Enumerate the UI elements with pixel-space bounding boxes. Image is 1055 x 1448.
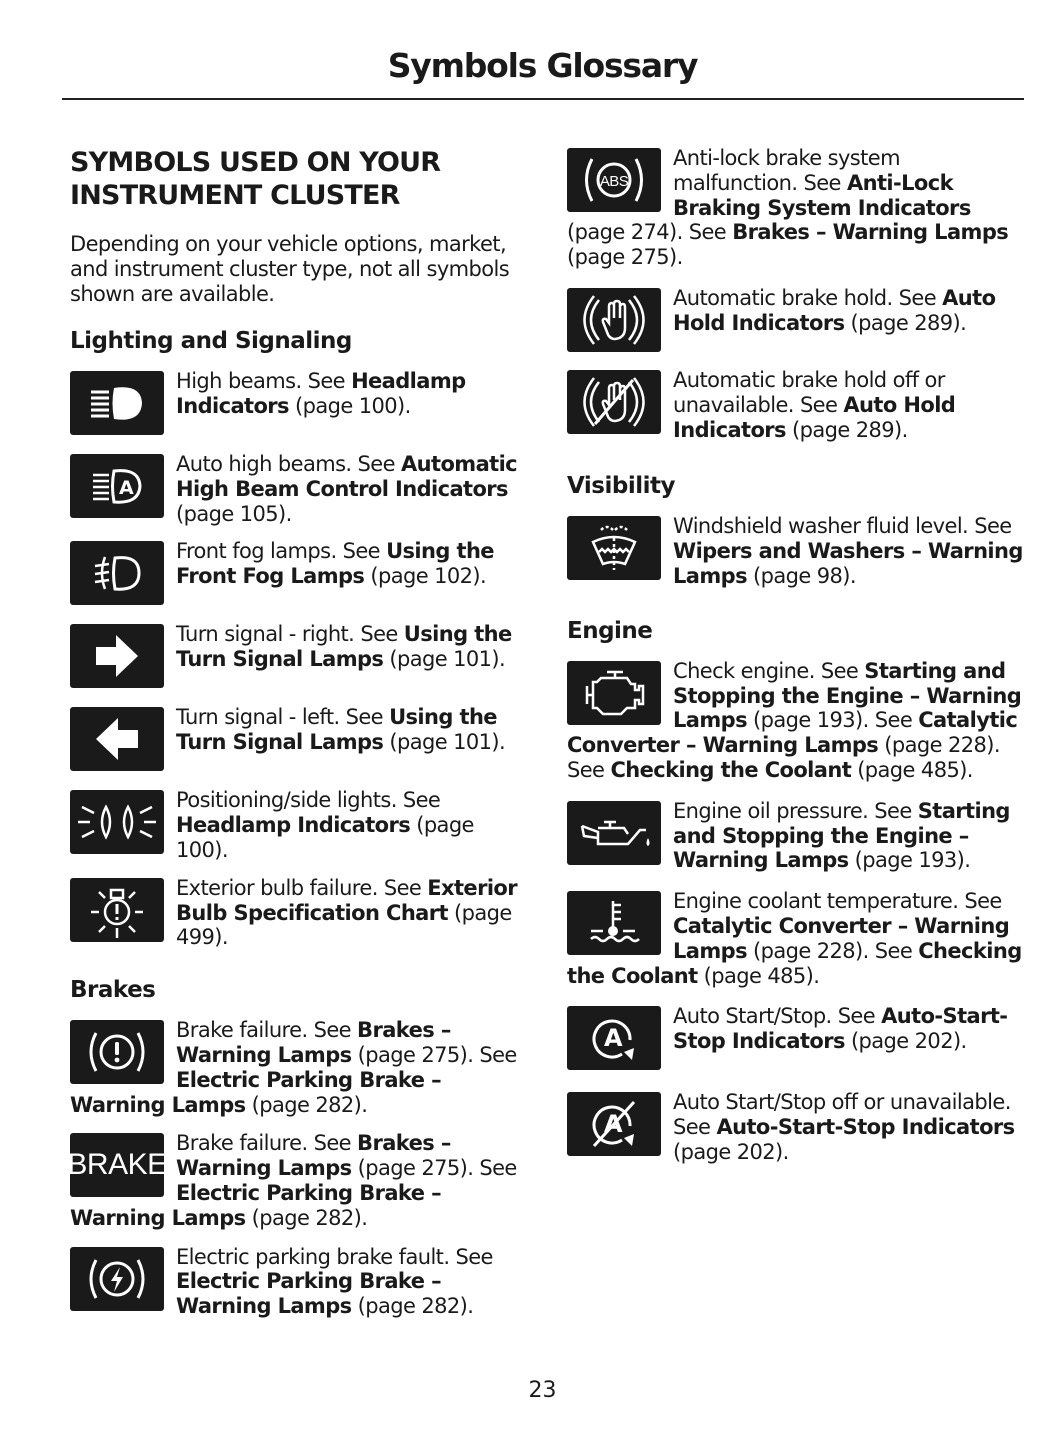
svg-text:A: A — [118, 477, 134, 499]
cross-reference-link: Using the Turn Signal Lamps — [176, 705, 497, 755]
entry-text: Engine coolant temperature. See Catalytic Converter – Warning Lamps (page 228). See Checking the Coolant (page 485). — [567, 889, 1022, 988]
left-column — [67, 140, 530, 1319]
subsection-title-lighting: Lighting and Signaling — [70, 328, 352, 354]
entry-text: Front fog lamps. See Using the Front Fog Lamps (page 102). — [176, 539, 494, 589]
entry-text: Turn signal - left. See Using the Turn Signal Lamps (page 101). — [176, 705, 506, 755]
auto-start-stop-off-icon-label: A — [604, 1110, 622, 1139]
front-fog-lamp-icon — [70, 541, 164, 605]
subsection-title-engine: Engine — [567, 617, 653, 644]
auto-hold-icon — [567, 288, 661, 352]
auto-start-stop-off-icon — [567, 1092, 661, 1156]
turn-signal-right-icon — [70, 624, 164, 688]
entry-text: Auto high beams. See Automatic High Beam Control Indicators (page 105). — [176, 452, 518, 526]
cross-reference-link: Headlamp Indicators — [176, 813, 411, 838]
subsection-title-visibility: Visibility — [567, 473, 675, 500]
glossary-entry — [567, 286, 1027, 356]
cross-reference-link: Electric Parking Brake – Warning Lamps — [70, 1067, 441, 1117]
cross-reference-link: Checking the Coolant — [610, 757, 852, 782]
cross-reference-link: Brakes – Warning Lamps — [176, 1018, 451, 1067]
cross-reference-link: Using the Front Fog Lamps — [176, 539, 494, 589]
auto-hold-off-icon — [567, 370, 661, 434]
washer-fluid-icon — [567, 516, 661, 580]
entry-text: Engine oil pressure. See Starting and Stopping the Engine – Warning Lamps (page 193). — [673, 798, 1010, 873]
cross-reference-link: Exterior Bulb Specification Chart — [176, 875, 518, 925]
auto-start-stop-icon-label: A — [604, 1024, 622, 1053]
cross-reference-link: Brakes – Warning Lamps — [176, 1131, 451, 1181]
exterior-bulb-failure-icon — [70, 878, 164, 942]
entry-text: Automatic brake hold off or unavailable. See Auto Hold Indicators (page 289). — [673, 367, 956, 442]
subsection-title-brakes: Brakes — [70, 977, 156, 1004]
cross-reference-link: Electric Parking Brake – Warning Lamps — [176, 1269, 441, 1319]
glossary-entry — [567, 146, 1027, 270]
glossary-entry — [567, 1090, 1027, 1164]
cross-reference-link: Anti-Lock Braking System Indicators — [673, 170, 971, 220]
check-engine-icon — [567, 661, 661, 725]
entry-text: Auto Start/Stop. See Auto-Start-Stop Indicators (page 202). — [673, 1004, 1008, 1054]
page-number: 23 — [528, 1378, 557, 1403]
cross-reference-link: Headlamp Indicators — [176, 369, 466, 418]
title-rule — [62, 98, 1024, 100]
cross-reference-link: Using the Turn Signal Lamps — [176, 622, 512, 672]
entry-text: Positioning/side lights. See Headlamp Indicators (page 100). — [176, 788, 474, 862]
abs-icon — [567, 148, 661, 212]
entry-text: Brake failure. See Brakes – Warning Lamps (page 275). See Electric Parking Brake – Warning Lamps (page 282). — [70, 1131, 517, 1230]
glossary-entry — [567, 1004, 1027, 1074]
cross-reference-link: Starting and Stopping the Engine – Warning Lamps — [673, 658, 1022, 733]
intro-paragraph: Depending on your vehicle options, market, and instrument cluster type, not all symbols shown are available. — [70, 232, 510, 306]
glossary-entry — [567, 368, 1027, 442]
glossary-entry — [70, 705, 530, 775]
coolant-temperature-icon — [567, 891, 661, 955]
glossary-entry — [70, 788, 530, 862]
page-title: Symbols Glossary — [387, 46, 698, 85]
entry-text: Check engine. See Starting and Stopping the Engine – Warning Lamps (page 193). See Catalytic Converter – Warning Lamps (page 228). See Checking the Coolant (page 485). — [567, 658, 1022, 782]
turn-signal-left-icon — [70, 707, 164, 771]
auto-start-stop-icon — [567, 1006, 661, 1070]
glossary-entry — [567, 799, 1027, 873]
cross-reference-link: Wipers and Washers – Warning Lamps — [673, 539, 1023, 588]
right-column — [567, 146, 1027, 1165]
cross-reference-link: Auto Hold Indicators — [673, 285, 996, 335]
entry-text: High beams. See Headlamp Indicators (page 100). — [176, 369, 466, 418]
cross-reference-link: Catalytic Converter – Warning Lamps — [673, 913, 1010, 963]
glossary-entry — [567, 659, 1027, 783]
glossary-entry — [567, 514, 1027, 588]
glossary-entry — [67, 1131, 530, 1230]
entry-text: Brake failure. See Brakes – Warning Lamps (page 275). See Electric Parking Brake – Warning Lamps (page 282). — [70, 1018, 517, 1117]
glossary-entry — [70, 539, 530, 609]
cross-reference-link: Brakes – Warning Lamps — [732, 220, 1009, 245]
glossary-entry — [70, 876, 530, 950]
entry-text: Electric parking brake fault. See Electric Parking Brake – Warning Lamps (page 282). — [176, 1244, 493, 1319]
cross-reference-link: Auto-Start-Stop Indicators — [716, 1115, 1015, 1140]
entry-text: Anti-lock brake system malfunction. See Anti-Lock Braking System Indicators (page 274). See Brakes – Warning Lamps (page 275). — [567, 146, 1009, 270]
cross-reference-link: Catalytic Converter – Warning Lamps — [567, 708, 1018, 758]
entry-text: Automatic brake hold. See Auto Hold Indicators (page 289). — [673, 285, 996, 335]
glossary-entry — [70, 622, 530, 692]
brake-icon-label: BRAKE — [67, 1147, 167, 1181]
cross-reference-link: Auto Hold Indicators — [673, 392, 956, 442]
glossary-entry — [70, 1018, 530, 1117]
entry-text: Turn signal - right. See Using the Turn Signal Lamps (page 101). — [176, 622, 512, 672]
cross-reference-link: Automatic High Beam Control Indicators — [176, 452, 518, 501]
cross-reference-link: Electric Parking Brake – Warning Lamps — [70, 1180, 441, 1230]
glossary-entry — [567, 889, 1027, 988]
abs-icon-label: ABS — [599, 173, 629, 190]
glossary-entry — [70, 452, 530, 526]
auto-high-beam-icon — [70, 454, 164, 518]
cross-reference-link: Auto-Start-Stop Indicators — [673, 1004, 1008, 1054]
brake-text-icon — [67, 1133, 167, 1197]
entry-text: Exterior bulb failure. See Exterior Bulb Specification Chart (page 499). — [176, 875, 518, 950]
cross-reference-link: Starting and Stopping the Engine – Warning Lamps — [673, 798, 1010, 873]
oil-pressure-icon — [567, 801, 661, 865]
glossary-entry — [70, 369, 530, 439]
cross-reference-link: Checking the Coolant — [567, 938, 1022, 988]
entry-text: Auto Start/Stop off or unavailable. See Auto-Start-Stop Indicators (page 202). — [673, 1090, 1015, 1164]
high-beam-icon — [70, 371, 164, 435]
side-lights-icon — [70, 790, 164, 854]
parking-brake-fault-icon — [70, 1247, 164, 1311]
glossary-entry — [70, 1245, 530, 1319]
brake-warning-icon — [70, 1020, 164, 1084]
entry-text: Windshield washer fluid level. See Wipers and Washers – Warning Lamps (page 98). — [673, 514, 1023, 588]
section-heading: SYMBOLS USED ON YOUR INSTRUMENT CLUSTER — [70, 147, 441, 211]
